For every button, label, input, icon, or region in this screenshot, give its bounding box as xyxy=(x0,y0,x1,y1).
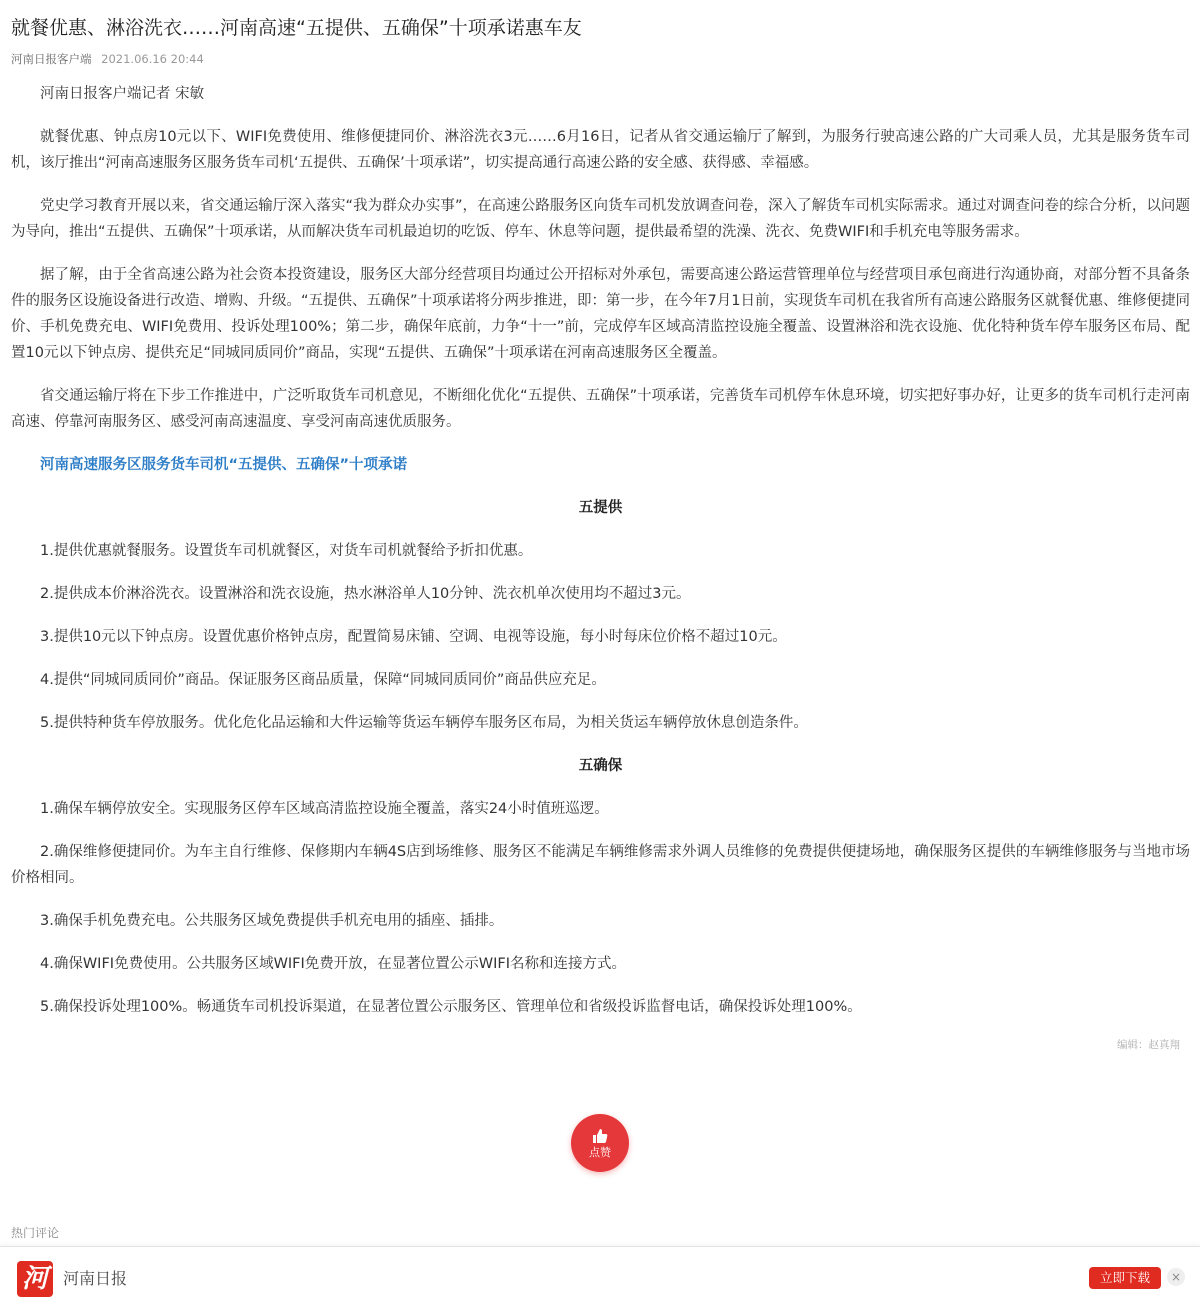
list-item: 2.提供成本价淋浴洗衣。设置淋浴和洗衣设施，热水淋浴单人10分钟、洗衣机单次使用均不超过3元。 xyxy=(40,586,691,602)
list-item: 1.确保车辆停放安全。实现服务区停车区域高清监控设施全覆盖，落实24小时值班巡逻。 xyxy=(40,801,609,817)
app-name: 河南日报 xyxy=(63,1269,128,1288)
like-button[interactable] xyxy=(571,1114,629,1172)
list-item: 4.确保WIFI免费使用。公共服务区域WIFI免费开放，在显著位置公示WIFI名称和连接方式。 xyxy=(40,956,627,972)
like-label: 点赞 xyxy=(589,1145,611,1159)
list-item: 2.确保维修便捷同价。为车主自行维修、保修期内车辆4S店到场维修、服务区不能满足车辆维修需求外调人员维修的免费提供便捷场地，确保服务区提供的车辆维修服务与当地市场价格相同。 xyxy=(11,844,1190,886)
list-item: 4.提供“同城同质同价”商品。保证服务区商品质量，保障“同城同质同价”商品供应充足。 xyxy=(40,672,606,688)
list-item: 5.提供特种货车停放服务。优化危化品运输和大件运输等货运车辆停车服务区布局，为相关货运车辆停放休息创造条件。 xyxy=(40,715,808,731)
app-logo: 河 xyxy=(17,1261,53,1297)
article-body xyxy=(11,81,1190,1020)
list-item: 1.提供优惠就餐服务。设置货车司机就餐区，对货车司机就餐给予折扣优惠。 xyxy=(40,543,533,559)
paragraph: 就餐优惠、钟点房10元以下、WIFI免费使用、维修便捷同价、淋浴洗衣3元……6月16日，记者从省交通运输厅了解到，为服务行驶高速公路的广大司乘人员，尤其是服务货车司机，该厅推出“河南高速服务区服务货车司机‘五提供、五确保’十项承诺”，切实提高通行高速公路的安全感、获得感、幸福感。 xyxy=(11,129,1190,171)
paragraph: 党史学习教育开展以来，省交通运输厅深入落实“我为群众办实事”，在高速公路服务区向货车司机发放调查问卷，深入了解货车司机实际需求。通过对调查问卷的综合分析，以问题为导向，推出“五提供、五确保”十项承诺，从而解决货车司机最迫切的吃饭、停车、休息等问题，提供最希望的洗澡、洗衣、免费WIFI和手机充电等服务需求。 xyxy=(11,198,1190,240)
article-meta xyxy=(11,51,1190,67)
download-button[interactable]: 立即下载 xyxy=(1089,1267,1161,1289)
section-title-five-provide: 五提供 xyxy=(578,500,623,516)
hot-comments-heading: 热门评论 xyxy=(11,1226,60,1240)
paragraph: 据了解，由于全省高速公路为社会资本投资建设，服务区大部分经营项目均通过公开招标对外承包，需要高速公路运营管理单位与经营项目承包商进行沟通协商，对部分暂不具备条件的服务区设施设备进行改造、增购、升级。“五提供、五确保”十项承诺将分两步推进，即：第一步，在今年7月1日前，实现货车司机在我省所有高速公路服务区就餐优惠、维修便捷同价、手机免费充电、WIFI免费用、投诉处理100%；第二步，确保年底前，力争“十一”前，完成停车区域高清监控设施全覆盖、设置淋浴和洗衣设施、优化特种货车停车服务区布局、配置10元以下钟点房、提供充足“同城同质同价”商品，实现“五提供、五确保”十项承诺在河南高速服务区全覆盖。 xyxy=(11,267,1190,361)
article-datetime: 2021.06.16 20:44 xyxy=(101,52,204,66)
section-title-five-ensure: 五确保 xyxy=(578,758,623,774)
article-title: 就餐优惠、淋浴洗衣……河南高速“五提供、五确保”十项承诺惠车友 xyxy=(11,17,582,39)
list-item: 5.确保投诉处理100%。畅通货车司机投诉渠道，在显著位置公示服务区、管理单位和省级投诉监督电话，确保投诉处理100%。 xyxy=(40,999,862,1015)
article-source: 河南日报客户端 xyxy=(11,52,92,66)
list-item: 3.提供10元以下钟点房。设置优惠价格钟点房，配置简易床铺、空调、电视等设施，每小时每床位价格不超过10元。 xyxy=(40,629,787,645)
byline: 河南日报客户端记者 宋敏 xyxy=(40,86,205,102)
editor-credit: 编辑：赵真翔 xyxy=(1117,1039,1180,1051)
thumbs-up-icon xyxy=(592,1128,608,1144)
like-area xyxy=(0,1114,1200,1172)
commitments-subhead: 河南高速服务区服务货车司机“五提供、五确保”十项承诺 xyxy=(40,457,408,473)
close-icon[interactable]: × xyxy=(1167,1268,1185,1286)
app-download-bar xyxy=(0,1246,1200,1310)
paragraph: 省交通运输厅将在下步工作推进中，广泛听取货车司机意见，不断细化优化“五提供、五确保”十项承诺，完善货车司机停车休息环境，切实把好事办好，让更多的货车司机行走河南高速、停靠河南服务区、感受河南高速温度、享受河南高速优质服务。 xyxy=(11,388,1190,430)
list-item: 3.确保手机免费充电。公共服务区域免费提供手机充电用的插座、插排。 xyxy=(40,913,504,929)
